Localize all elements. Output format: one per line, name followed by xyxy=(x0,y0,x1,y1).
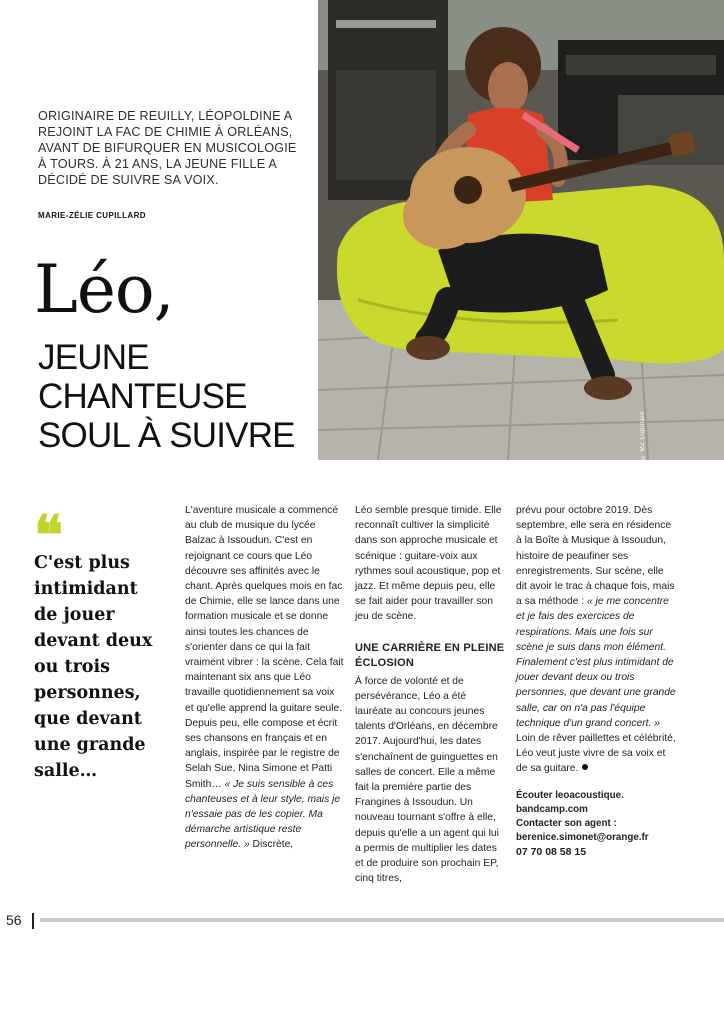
author-byline: MARIE-ZÉLIE CUPILLARD xyxy=(38,211,146,220)
section-subheading: UNE CARRIÈRE EN PLEINE ÉCLOSION xyxy=(355,641,505,669)
body-quote: « je me concentre et je fais des exercices de respirations. Mais une fois sur scène je suis dans mon élément. Finalement c'est plus intimidant de jouer devant deux ou trois personnes, que devant une grande salle, car on n'a pas l'équipe technique d'un grand concert. » xyxy=(516,596,676,729)
body-column-2 xyxy=(355,503,505,886)
end-of-article-icon xyxy=(582,764,588,770)
agent-label: Contacter son agent : xyxy=(516,817,617,829)
page-number: 56 xyxy=(6,912,22,928)
body-quote: « Je suis sensible à ces chanteuses et à leur style, mais je n'essaie pas de les copier. Ma démarche artistique reste personnelle. » xyxy=(185,778,341,851)
intro-text: ORIGINAIRE DE REUILLY, LÉOPOLDINE A REJOINT LA FAC DE CHIMIE À ORLÉANS, AVANT DE BIFURQUER EN MUSICOLOGIE À TOURS. À 21 ANS, LA JEUNE FILLE A DÉCIDÉ DE SUIVRE SA VOIX. xyxy=(38,109,297,187)
headline-line: CHANTEUSE xyxy=(38,377,247,416)
body-paragraph xyxy=(516,503,676,777)
body-text: Discrète, xyxy=(249,839,294,851)
body-paragraph xyxy=(185,503,345,853)
footer-rule xyxy=(40,918,724,922)
headline-subtitle xyxy=(38,338,318,455)
body-column-1 xyxy=(185,503,345,853)
quote-mark-icon: ❝ xyxy=(34,503,64,567)
agent-email-link[interactable]: berenice.simonet@orange.fr xyxy=(516,831,649,843)
headline-line: SOUL À SUIVRE xyxy=(38,416,295,455)
page-number-divider xyxy=(32,913,34,929)
article-photo xyxy=(318,0,724,460)
agent-phone: 07 70 08 58 15 xyxy=(516,845,587,858)
body-paragraph: Léo semble presque timide. Elle reconnaît cultiver la simplicité dans son approche musicale et scénique : guitare-voix aux rythmes soul acoustique, pop et jazz. Et même depuis peu, elle se fait aider pour travailler son jeu de scène. xyxy=(355,505,502,623)
headline-line: JEUNE xyxy=(38,338,149,377)
listen-link[interactable]: Écouter leoacoustique. bandcamp.com xyxy=(516,789,624,815)
body-column-3 xyxy=(516,503,676,860)
body-paragraph: À force de volonté et de persévérance, Léo a été lauréate au concours jeunes talents d'Orléans, en décembre 2017. Aujourd'hui, les dates s'enchaînent de guinguettes en salles de concert. Elle a même fait la première partie des Frangines à Issoudun. Un nouveau tournant s'offre à elle, depuis qu'elle a un agent qui lui a permis de multiplier les dates et de produire son prochain EP, cinq titres, xyxy=(355,675,499,885)
body-text: L'aventure musicale a commencé au club de musique du lycée Balzac à Issoudun. C'est en rejoignant ce cours que Léo découvre ses affinités avec le chant. Après quelques mois en fac de Chimie, elle se lance dans une formation musicale et se donne ainsi toutes les chances de s'orienter dans ce qui la fait vraiment vibrer : la scène. Cela fait maintenant six ans que Léo travaille quotidiennement sa voix et qu'elle apprend la guitare seule. Depuis peu, elle compose et écrit ses chansons en français et en anglais, inspirée par le registre de Selah Sue, Nina Simone et Patti Smith… xyxy=(185,505,344,790)
photo-credit: © MZ Cupillard xyxy=(640,411,646,460)
photo-illustration xyxy=(318,0,724,460)
headline-name: Léo, xyxy=(34,251,174,328)
body-text: prévu pour octobre 2019. Dès septembre, elle sera en résidence à la Boîte à Musique à Issoudun, histoire de peaufiner ses enregistrements. Sur scène, elle dit avoir le trac à chaque fois, mais a sa méthode : xyxy=(516,505,675,608)
pull-quote: C'est plus intimidant de jouer devant deux ou trois personnes, que devant une grande salle… xyxy=(34,553,153,781)
body-text: Loin de rêver paillettes et célébrité, Léo veut juste vivre de sa voix et de sa guitare. xyxy=(516,733,676,775)
